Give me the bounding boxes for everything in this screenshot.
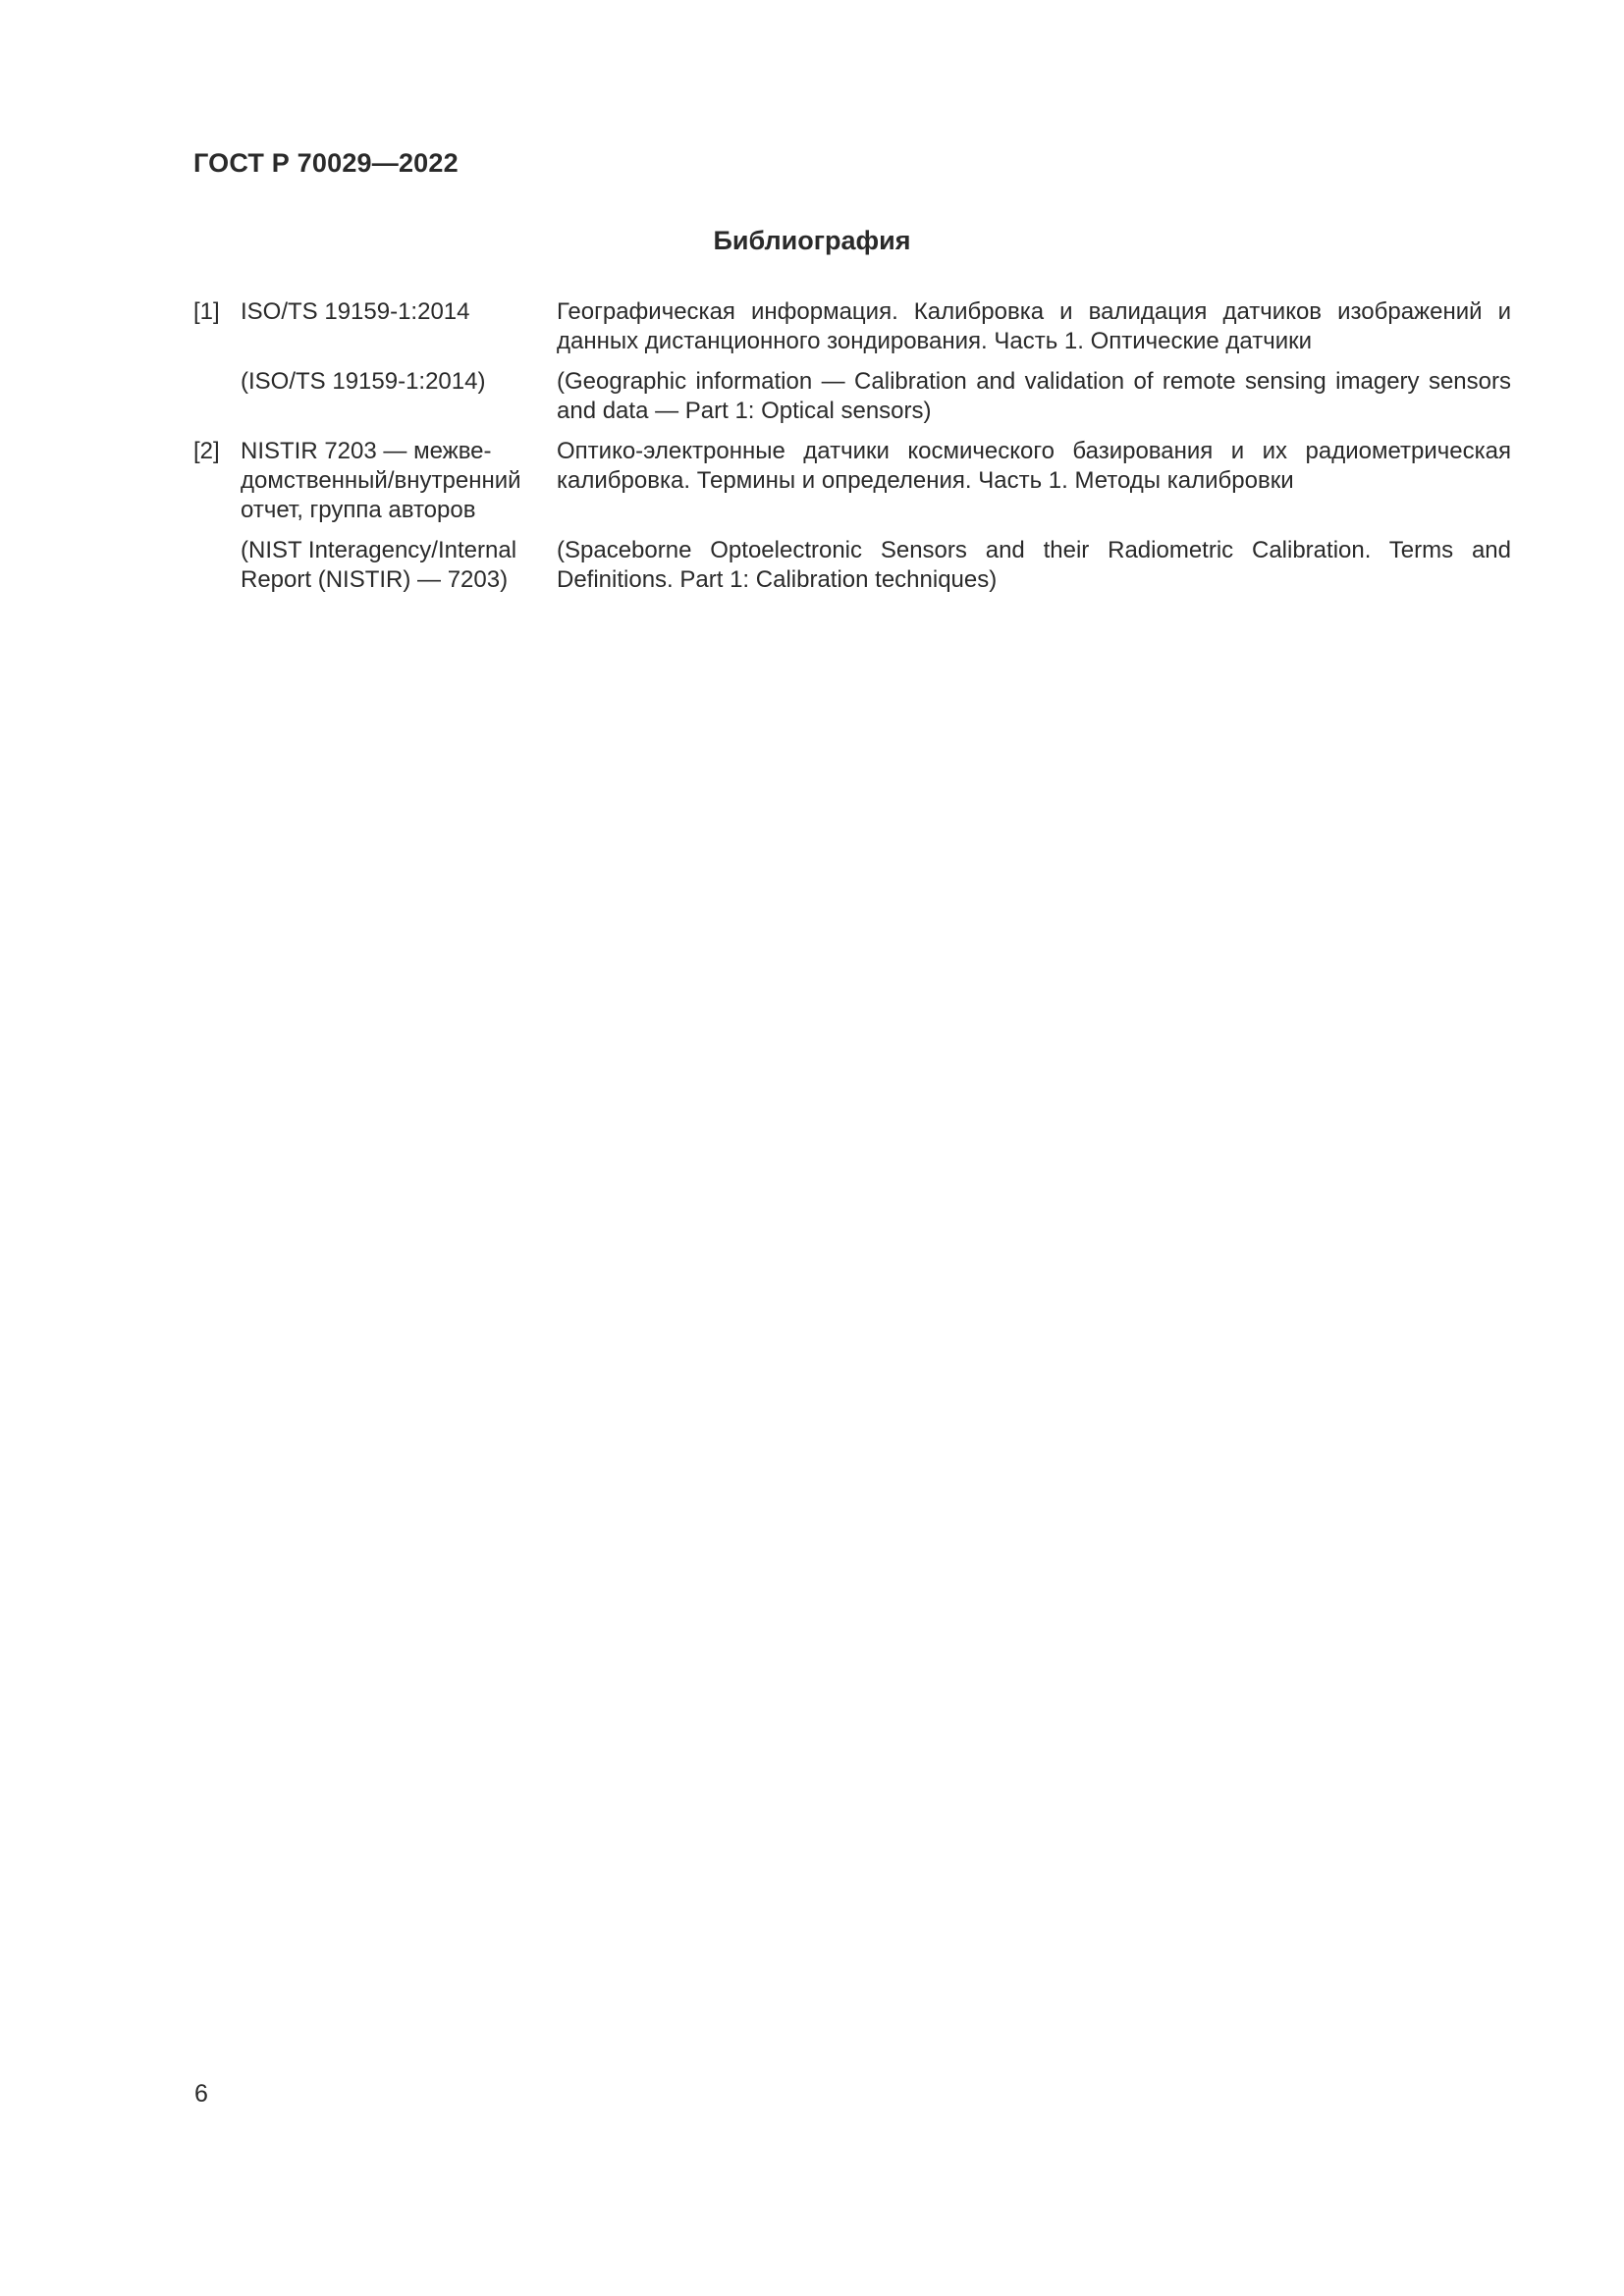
entry-source: ISO/TS 19159-1:2014 <box>241 298 470 325</box>
bibliography-entry <box>193 297 1511 356</box>
entry-source: (ISO/TS 19159-1:2014) <box>241 368 486 395</box>
entry-source: NISTIR 7203 — межве- домственный/внутренний отчет, группа авторов <box>241 438 521 523</box>
page-number: 6 <box>194 2080 208 2108</box>
bibliography-entry-translation <box>193 536 1511 595</box>
entry-description: (Spaceborne Optoelectronic Sensors and their Radiometric Calibration. Terms and Definitions. Part 1: Calibration techniques) <box>557 537 1511 593</box>
bibliography-entry-translation <box>193 367 1511 426</box>
document-code: ГОСТ Р 70029—2022 <box>193 148 459 178</box>
bibliography-list <box>193 297 1511 595</box>
section-title: Библиография <box>713 226 911 255</box>
entry-description: Географическая информация. Калибровка и валидация датчиков изображений и данных дистанционного зондирования. Часть 1. Оптические датчики <box>557 298 1511 354</box>
entry-number: [2] <box>193 438 220 464</box>
entry-description: Оптико-электронные датчики космического базирования и их радиометрическая калибровка. Термины и определения. Часть 1. Методы калибровки <box>557 438 1511 494</box>
entry-description: (Geographic information — Calibration and validation of remote sensing imagery sensors and data — Part 1: Optical sensors) <box>557 368 1511 424</box>
bibliography-entry <box>193 437 1511 525</box>
entry-number: [1] <box>193 298 220 325</box>
entry-source: (NIST Interagency/Internal Report (NISTIR) — 7203) <box>241 537 517 593</box>
